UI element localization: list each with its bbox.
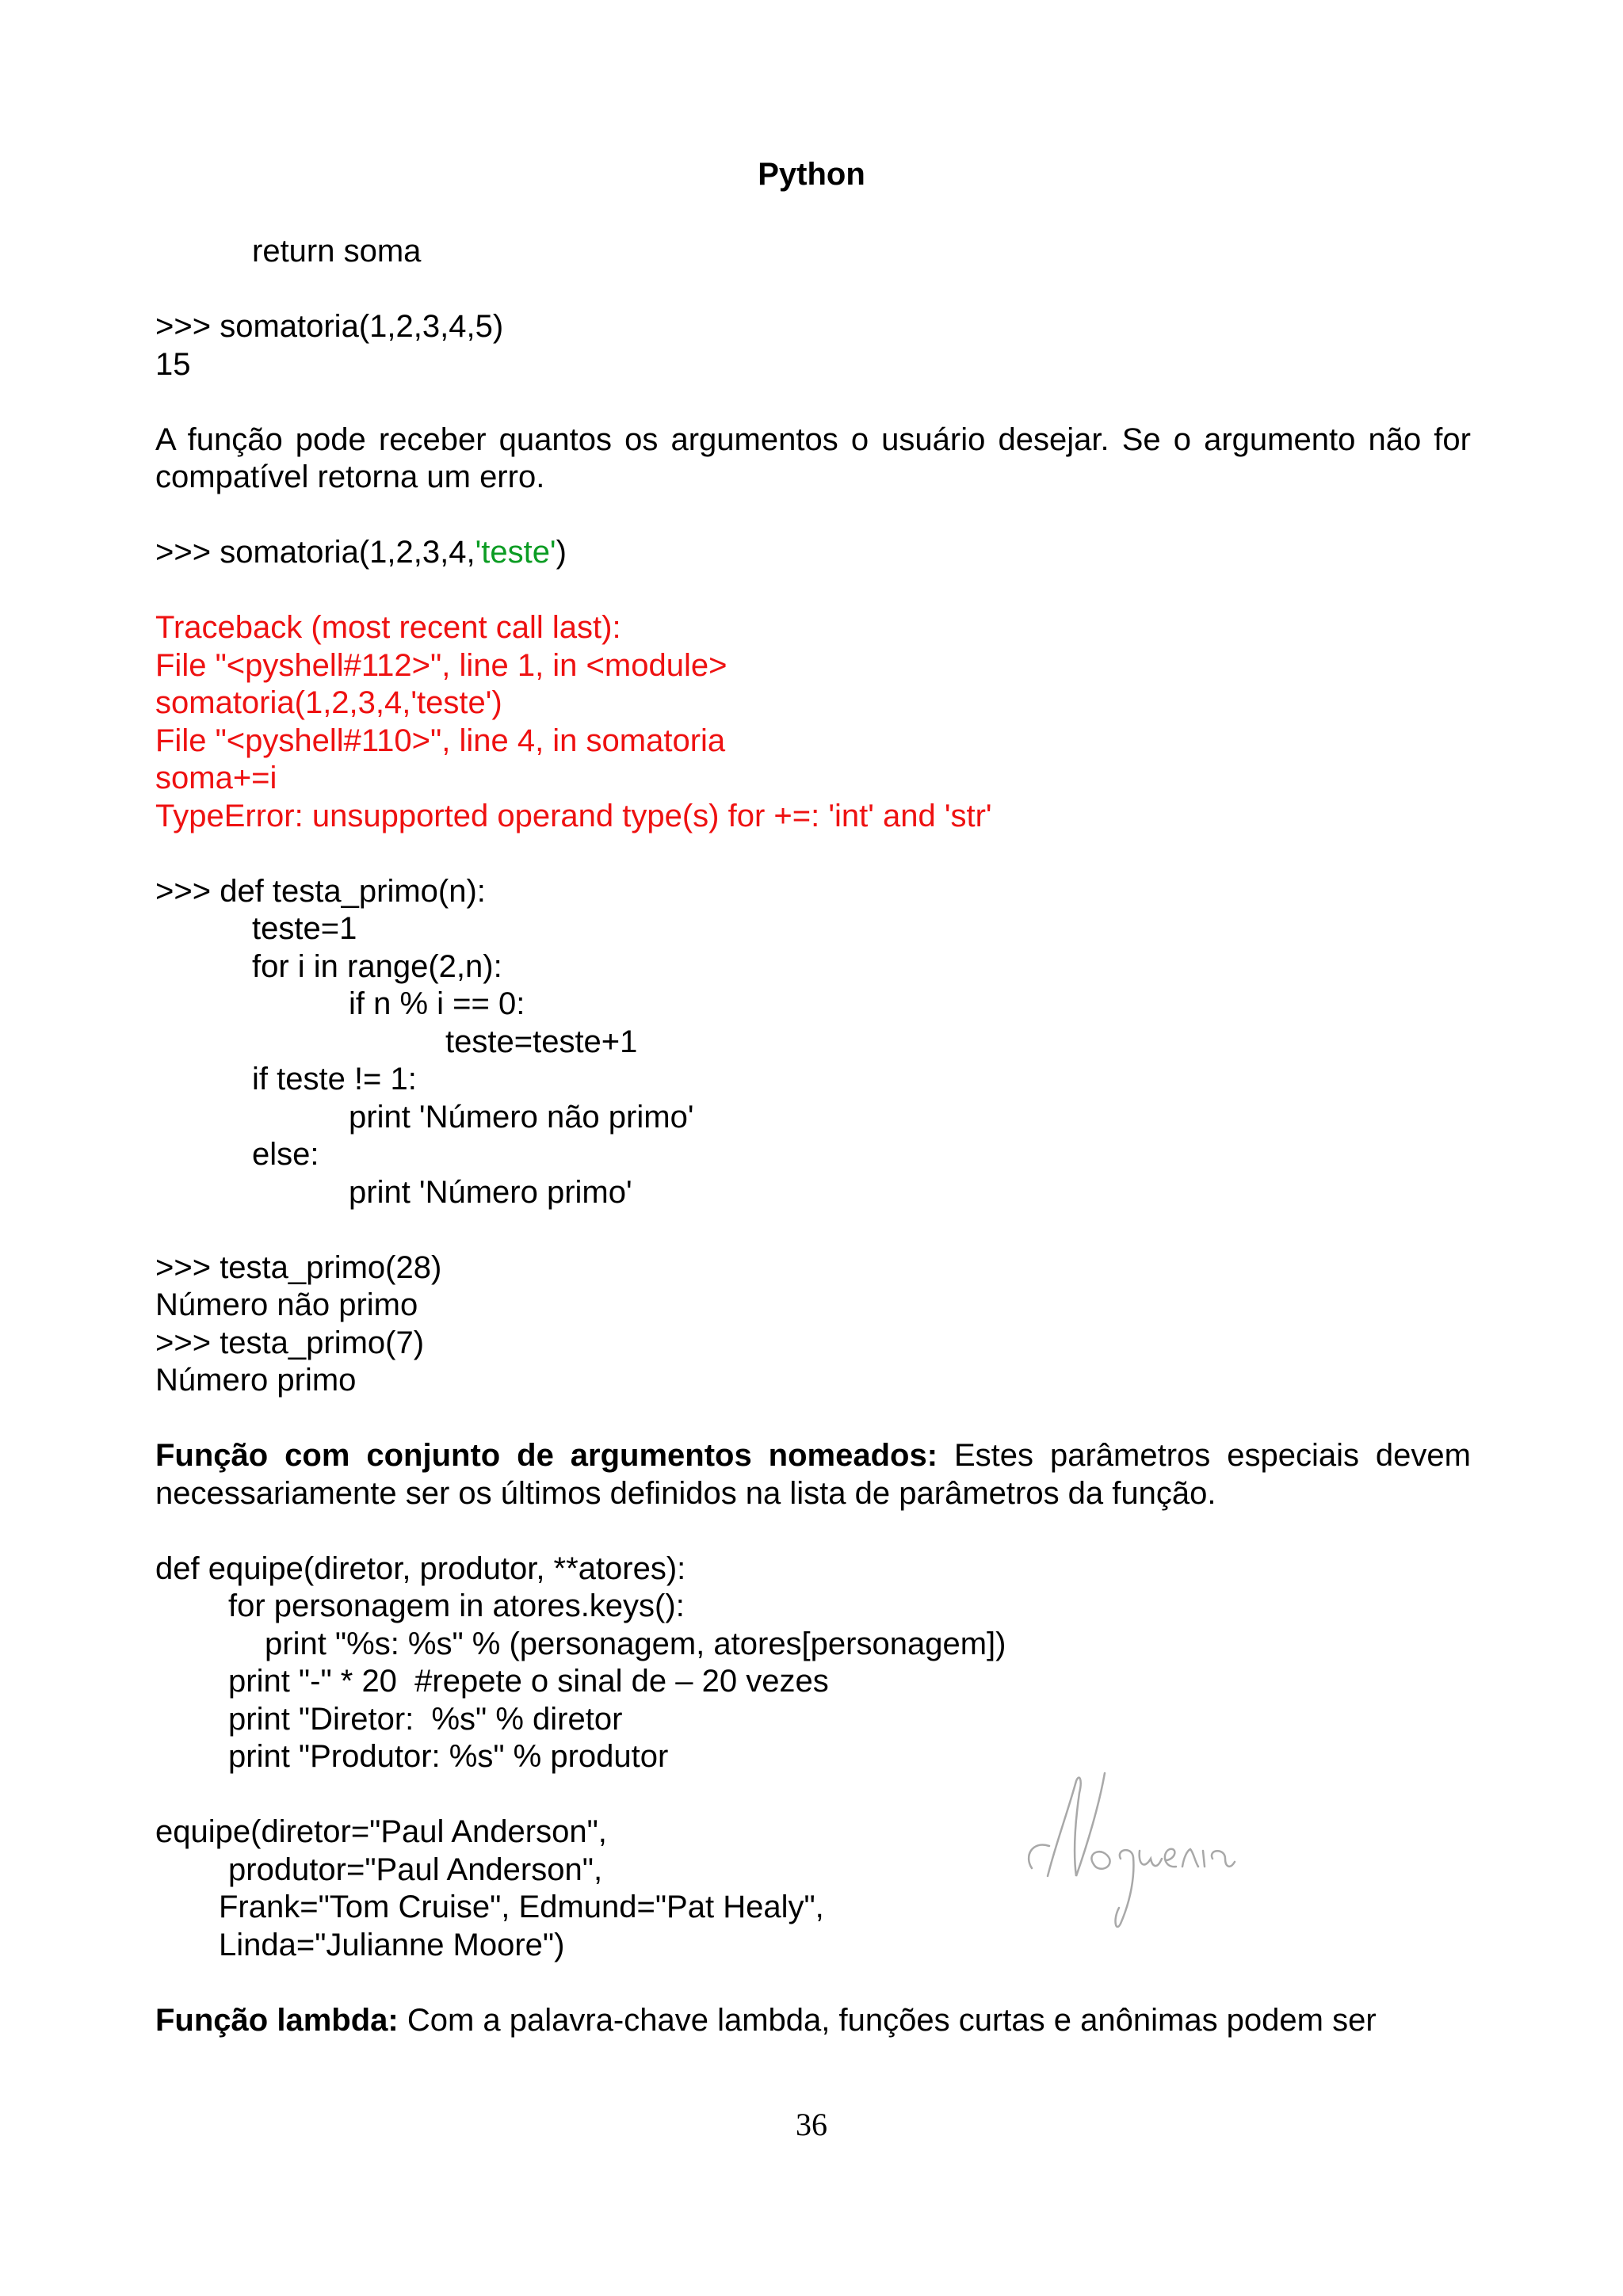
paragraph-heading: Função com conjunto de argumentos nomeados: — [155, 1438, 938, 1473]
string-literal: 'teste' — [475, 535, 556, 570]
code-line: teste=1 — [252, 911, 357, 946]
code-line: >>> testa_primo(28) — [155, 1249, 442, 1285]
code-line: print "%s: %s" % (personagem, atores[personagem]) — [265, 1626, 1006, 1661]
signature-watermark — [1000, 1757, 1238, 1932]
traceback-line: File "<pyshell#112>", line 1, in <module> — [155, 647, 727, 683]
code-line: Linda="Julianne Moore") — [219, 1927, 565, 1962]
code-line: if n % i == 0: — [349, 986, 525, 1021]
paragraph: A função pode receber quantos os argumentos o usuário desejar. Se o argumento não for compatível retorna um erro. — [155, 421, 1471, 494]
code-line: equipe(diretor="Paul Anderson", — [155, 1814, 607, 1849]
code-line: return soma — [252, 234, 422, 269]
paragraph: Função com conjunto de argumentos nomeados: Estes parâmetros especiais devem necessariamente ser os últimos definidos na lista de parâmetros da função. — [155, 1438, 1471, 1511]
page-header: Python — [758, 157, 865, 192]
signature-icon — [1000, 1757, 1238, 1932]
code-line: print 'Número não primo' — [349, 1099, 694, 1135]
code-line: print "Produtor: %s" % produtor — [228, 1739, 669, 1774]
code-line: def equipe(diretor, produtor, **atores): — [155, 1550, 686, 1586]
traceback-line: soma+=i — [155, 761, 277, 795]
code-line: teste=teste+1 — [445, 1024, 638, 1059]
traceback-line: somatoria(1,2,3,4,'teste') — [155, 685, 502, 720]
code-line: if teste != 1: — [252, 1062, 417, 1097]
traceback-line: Traceback (most recent call last): — [155, 610, 621, 645]
traceback-line: File "<pyshell#110>", line 4, in somatoria — [155, 723, 726, 758]
page-content — [155, 233, 1471, 2039]
code-line: print 'Número primo' — [349, 1174, 632, 1210]
code-output: 15 — [155, 346, 191, 382]
code-line: >>> somatoria(1,2,3,4,5) — [155, 309, 504, 344]
code-output: Número não primo — [155, 1287, 418, 1322]
code-line: for personagem in atores.keys(): — [228, 1589, 685, 1623]
paragraph-heading: Função lambda: — [155, 2002, 399, 2038]
code-line: print "-" * 20 #repete o sinal de – 20 vezes — [228, 1664, 829, 1699]
page-number: 36 — [796, 2107, 827, 2142]
code-line: produtor="Paul Anderson", — [228, 1852, 603, 1887]
code-line: else: — [252, 1137, 319, 1172]
code-line: Frank="Tom Cruise", Edmund="Pat Healy", — [219, 1890, 824, 1924]
code-line: >>> testa_primo(7) — [155, 1325, 425, 1360]
paragraph: Função lambda: Com a palavra-chave lambda, funções curtas e anônimas podem ser — [155, 2002, 1377, 2038]
traceback-line: TypeError: unsupported operand type(s) for +=: 'int' and 'str' — [155, 798, 992, 833]
code-line: >>> def testa_primo(n): — [155, 873, 486, 909]
code-line: print "Diretor: %s" % diretor — [228, 1701, 623, 1737]
code-line: for i in range(2,n): — [252, 948, 502, 984]
code-output: Número primo — [155, 1363, 357, 1398]
code-line: >>> somatoria(1,2,3,4,'teste') — [155, 535, 567, 570]
